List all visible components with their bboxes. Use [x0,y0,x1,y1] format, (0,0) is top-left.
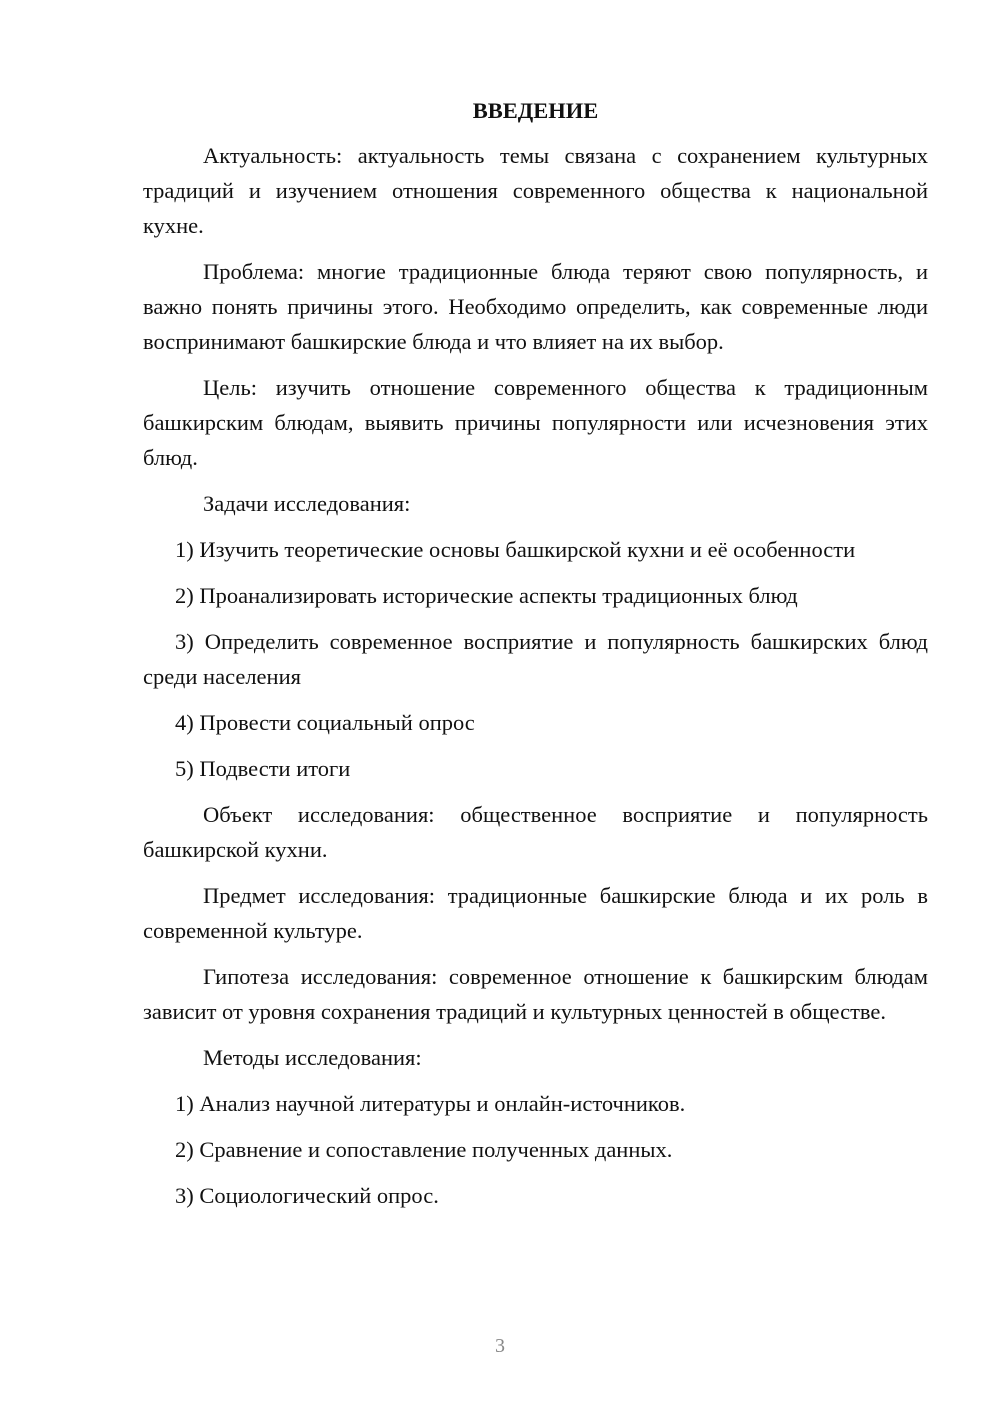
method-item-3: 3) Социологический опрос. [175,1183,439,1208]
paragraph-problem: Проблема: многие традиционные блюда теряют свою популярность, и важно понять причины этого. Необходимо определить, как современные люди воспринимают башкирские блюда и что влияет на их выбор. [143,259,928,354]
page-title: ВВЕДЕНИЕ [472,98,599,123]
method-item-1: 1) Анализ научной литературы и онлайн-источников. [175,1091,686,1116]
task-item-2: 2) Проанализировать исторические аспекты традиционных блюд [175,583,798,608]
task-item-4: 4) Провести социальный опрос [175,710,475,735]
methods-heading: Методы исследования: [203,1045,422,1070]
paragraph-hypothesis: Гипотеза исследования: современное отношение к башкирским блюдам зависит от уровня сохранения традиций и культурных ценностей в обществе. [143,964,928,1024]
paragraph-goal: Цель: изучить отношение современного общества к традиционным башкирским блюдам, выявить причины популярности или исчезновения этих блюд. [143,375,928,470]
task-item-5: 5) Подвести итоги [175,756,351,781]
paragraph-subject: Предмет исследования: традиционные башкирские блюда и их роль в современной культуре. [143,883,928,943]
paragraph-object: Объект исследования: общественное восприятие и популярность башкирской кухни. [143,802,928,862]
tasks-heading: Задачи исследования: [203,491,411,516]
method-item-2: 2) Сравнение и сопоставление полученных данных. [175,1137,673,1162]
page-content [143,93,928,1224]
task-item-3: 3) Определить современное восприятие и популярность башкирских блюд среди населения [143,629,928,689]
page-number: 3 [495,1335,505,1357]
paragraph-relevance: Актуальность: актуальность темы связана с сохранением культурных традиций и изучением отношения современного общества к национальной кухне. [143,143,928,238]
task-item-1: 1) Изучить теоретические основы башкирской кухни и её особенности [175,537,856,562]
